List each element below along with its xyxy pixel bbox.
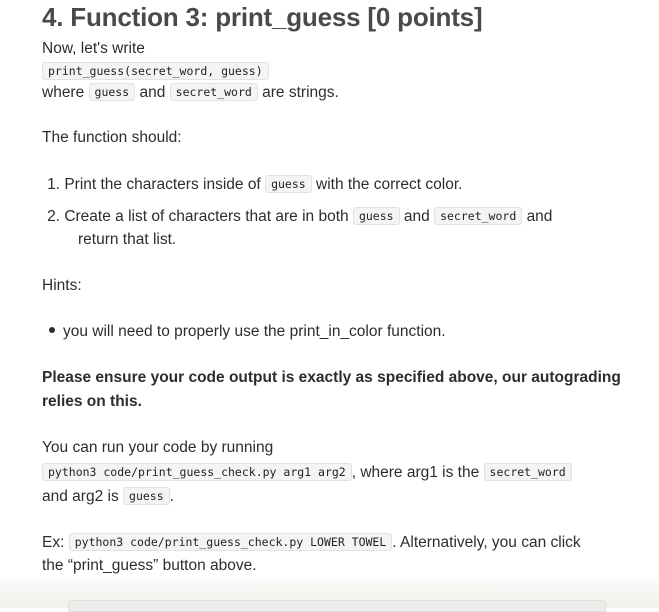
signature-line bbox=[42, 60, 269, 83]
run-command-code: python3 code/print_guess_check.py arg1 arg2 bbox=[42, 463, 352, 481]
example-after-text: . Alternatively, you can click bbox=[392, 534, 581, 551]
step-item-1 bbox=[24, 173, 462, 196]
step-text: Create a list of characters that are in both bbox=[64, 208, 349, 225]
run-where-text: , where arg1 is the bbox=[351, 464, 480, 481]
and-text: and bbox=[139, 84, 166, 101]
guess-code: guess bbox=[353, 207, 400, 225]
guess-code: guess bbox=[123, 487, 170, 505]
step-number: 2. bbox=[47, 208, 60, 225]
example-prefix: Ex: bbox=[42, 534, 65, 551]
section-heading: 4. Function 3: print_guess [0 points] bbox=[42, 2, 483, 32]
warning-line-1: Please ensure your code output is exactly as specified above, our autograding bbox=[42, 369, 621, 386]
where-text: where bbox=[42, 84, 85, 101]
step-text: Print the characters inside of bbox=[64, 176, 261, 193]
period-text: . bbox=[169, 488, 174, 505]
step-text-after: with the correct color. bbox=[316, 176, 463, 193]
step-text-after: and bbox=[526, 208, 553, 225]
bottom-panel-edge bbox=[68, 600, 606, 612]
intro-line bbox=[42, 38, 145, 60]
secret-word-code: secret_word bbox=[484, 463, 572, 481]
example-command-code: python3 code/print_guess_check.py LOWER TOWEL bbox=[69, 533, 393, 551]
function-should-text: The function should: bbox=[42, 129, 182, 146]
step-item-2-continuation: return that list. bbox=[78, 231, 177, 248]
example-line-2: the “print_guess” button above. bbox=[42, 557, 257, 574]
run-args-text: and arg2 is bbox=[42, 488, 119, 505]
warning-line-2: relies on this. bbox=[42, 393, 142, 410]
are-strings-text: are strings. bbox=[262, 84, 339, 101]
function-signature-code: print_guess(secret_word, guess) bbox=[42, 62, 269, 80]
where-line bbox=[42, 81, 339, 104]
secret-word-code: secret_word bbox=[434, 207, 522, 225]
run-args-line bbox=[42, 485, 174, 508]
secret-word-code: secret_word bbox=[170, 83, 258, 101]
guess-code: guess bbox=[265, 175, 312, 193]
example-line bbox=[42, 531, 581, 554]
step-number: 1. bbox=[47, 176, 60, 193]
hints-label: Hints: bbox=[42, 277, 82, 294]
guess-code: guess bbox=[89, 83, 136, 101]
run-intro-text: You can run your code by running bbox=[42, 439, 274, 456]
bullet-icon bbox=[49, 327, 55, 333]
intro-text: Now, let's write bbox=[42, 40, 145, 57]
hint-item bbox=[42, 321, 446, 343]
hint-text: you will need to properly use the print_in_color function. bbox=[63, 323, 446, 340]
step-item-2 bbox=[24, 205, 552, 228]
and-text: and bbox=[403, 208, 430, 225]
run-command-line bbox=[42, 461, 572, 484]
